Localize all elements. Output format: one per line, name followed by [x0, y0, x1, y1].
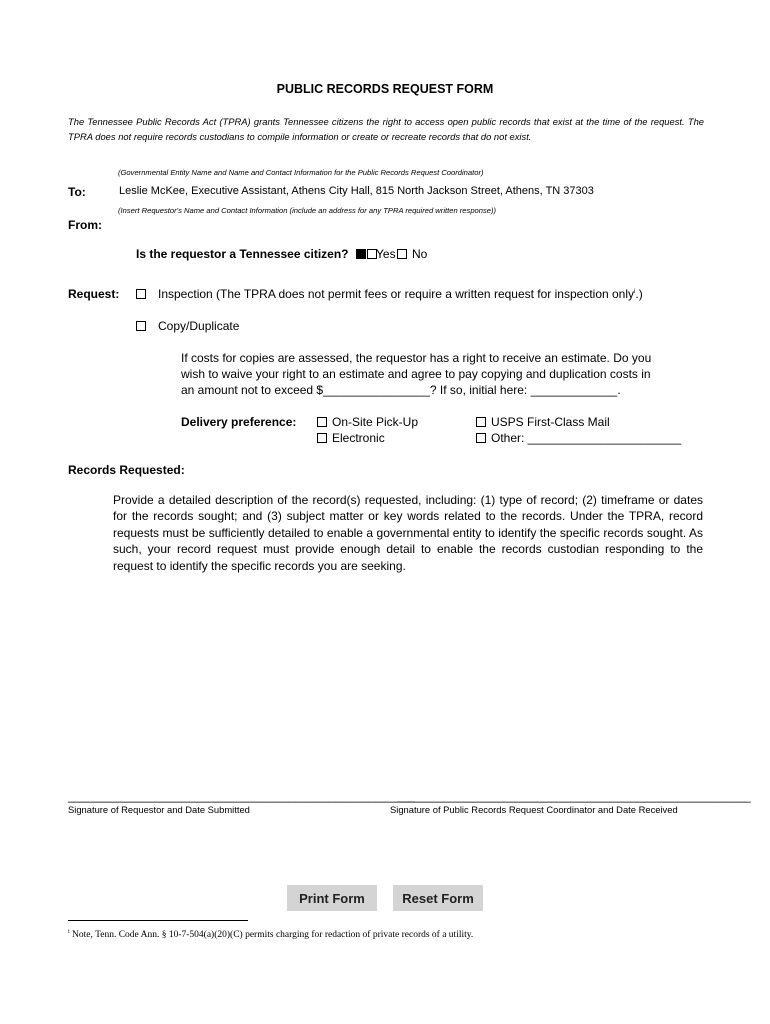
no-checkbox[interactable] [397, 249, 407, 259]
yes-label: Yes [376, 247, 396, 261]
cost-line-3: an amount not to exceed $________________? If so, initial here: _____________. [181, 383, 621, 397]
reset-form-button[interactable]: Reset Form [393, 885, 483, 911]
delivery-label: Delivery preference: [181, 415, 297, 429]
from-hint: (Insert Requestor's Name and Contact Information (include an address for any TPRA required written response)) [118, 206, 497, 215]
footnote-ref: i [634, 289, 636, 295]
copy-checkbox[interactable] [136, 321, 146, 331]
records-label: Records Requested: [68, 463, 185, 477]
to-hint: (Governmental Entity Name and Name and Contact Information for the Public Records Request Coordinator) [118, 168, 484, 177]
form-title: PUBLIC RECORDS REQUEST FORM [276, 82, 494, 96]
pickup-label: On-Site Pick-Up [332, 415, 419, 429]
requestor-signature-line[interactable]: ____________________________________________________ [68, 789, 416, 803]
coordinator-signature-label: Signature of Public Records Request Coordinator and Date Received [390, 804, 678, 815]
intro-paragraph: The Tennessee Public Records Act (TPRA) grants Tennessee citizens the right to access open public records that exist at the time of the request. The TPRA does not require records custodians to compile information or create or recreate records that do not exist. [68, 116, 704, 142]
footnote-divider [68, 920, 248, 921]
other-checkbox[interactable] [476, 433, 486, 443]
from-label: From: [68, 218, 102, 232]
usps-label: USPS First-Class Mail [491, 415, 610, 429]
pickup-checkbox[interactable] [317, 417, 327, 427]
inspection-close: .) [635, 287, 643, 301]
requestor-signature-label: Signature of Requestor and Date Submitted [68, 804, 250, 815]
coordinator-signature-line[interactable]: _____________________________________________________ [397, 789, 751, 803]
yes-checkbox[interactable] [356, 249, 366, 259]
no-label: No [412, 247, 428, 261]
inspection-checkbox[interactable] [136, 289, 146, 299]
electronic-label: Electronic [332, 431, 385, 445]
to-field[interactable]: Leslie McKee, Executive Assistant, Athens City Hall, 815 North Jackson Street, Athens, TN 37303 [119, 185, 594, 197]
copy-option[interactable] [136, 319, 239, 333]
to-label: To: [68, 185, 86, 199]
electronic-checkbox[interactable] [317, 433, 327, 443]
footnote [68, 930, 473, 940]
other-label: Other: _______________________ [491, 431, 682, 445]
citizen-question: Is the requestor a Tennessee citizen? [136, 247, 349, 261]
inspection-label: Inspection (The TPRA does not permit fees or require a written request for inspection only [158, 287, 635, 301]
delivery-usps-option[interactable] [476, 415, 610, 429]
usps-checkbox[interactable] [476, 417, 486, 427]
print-form-button[interactable]: Print Form [287, 885, 377, 911]
cost-line-2: wish to waive your right to an estimate and agree to pay copying and duplication costs in [181, 367, 651, 381]
inspection-option[interactable] [136, 287, 643, 301]
delivery-pickup-option[interactable] [317, 415, 418, 429]
cost-line-1: If costs for copies are assessed, the requestor has a right to receive an estimate. Do you [181, 351, 652, 365]
citizen-no-option[interactable] [397, 247, 427, 261]
citizen-yes-option[interactable] [356, 247, 396, 261]
footnote-text: Note, Tenn. Code Ann. § 10-7-504(a)(20)(C) permits charging for redaction of private records of a utility. [69, 930, 474, 940]
footnote-marker: i [68, 928, 70, 935]
request-label: Request: [68, 287, 120, 301]
from-field[interactable] [119, 216, 704, 234]
copy-label: Copy/Duplicate [158, 319, 240, 333]
delivery-other-option[interactable] [476, 431, 681, 445]
delivery-electronic-option[interactable] [317, 431, 385, 445]
records-description[interactable]: Provide a detailed description of the record(s) requested, including: (1) type of record; (2) timeframe or dates for the records sought; and (3) subject matter or key words related to the records. Under the TPRA, record requests must be sufficiently detailed to enable a governmental entity to identify the specific records sought. As such, your record request must provide enough detail to enable the records custodian responding to the request to identify the specific records you are seeking. [113, 493, 703, 573]
